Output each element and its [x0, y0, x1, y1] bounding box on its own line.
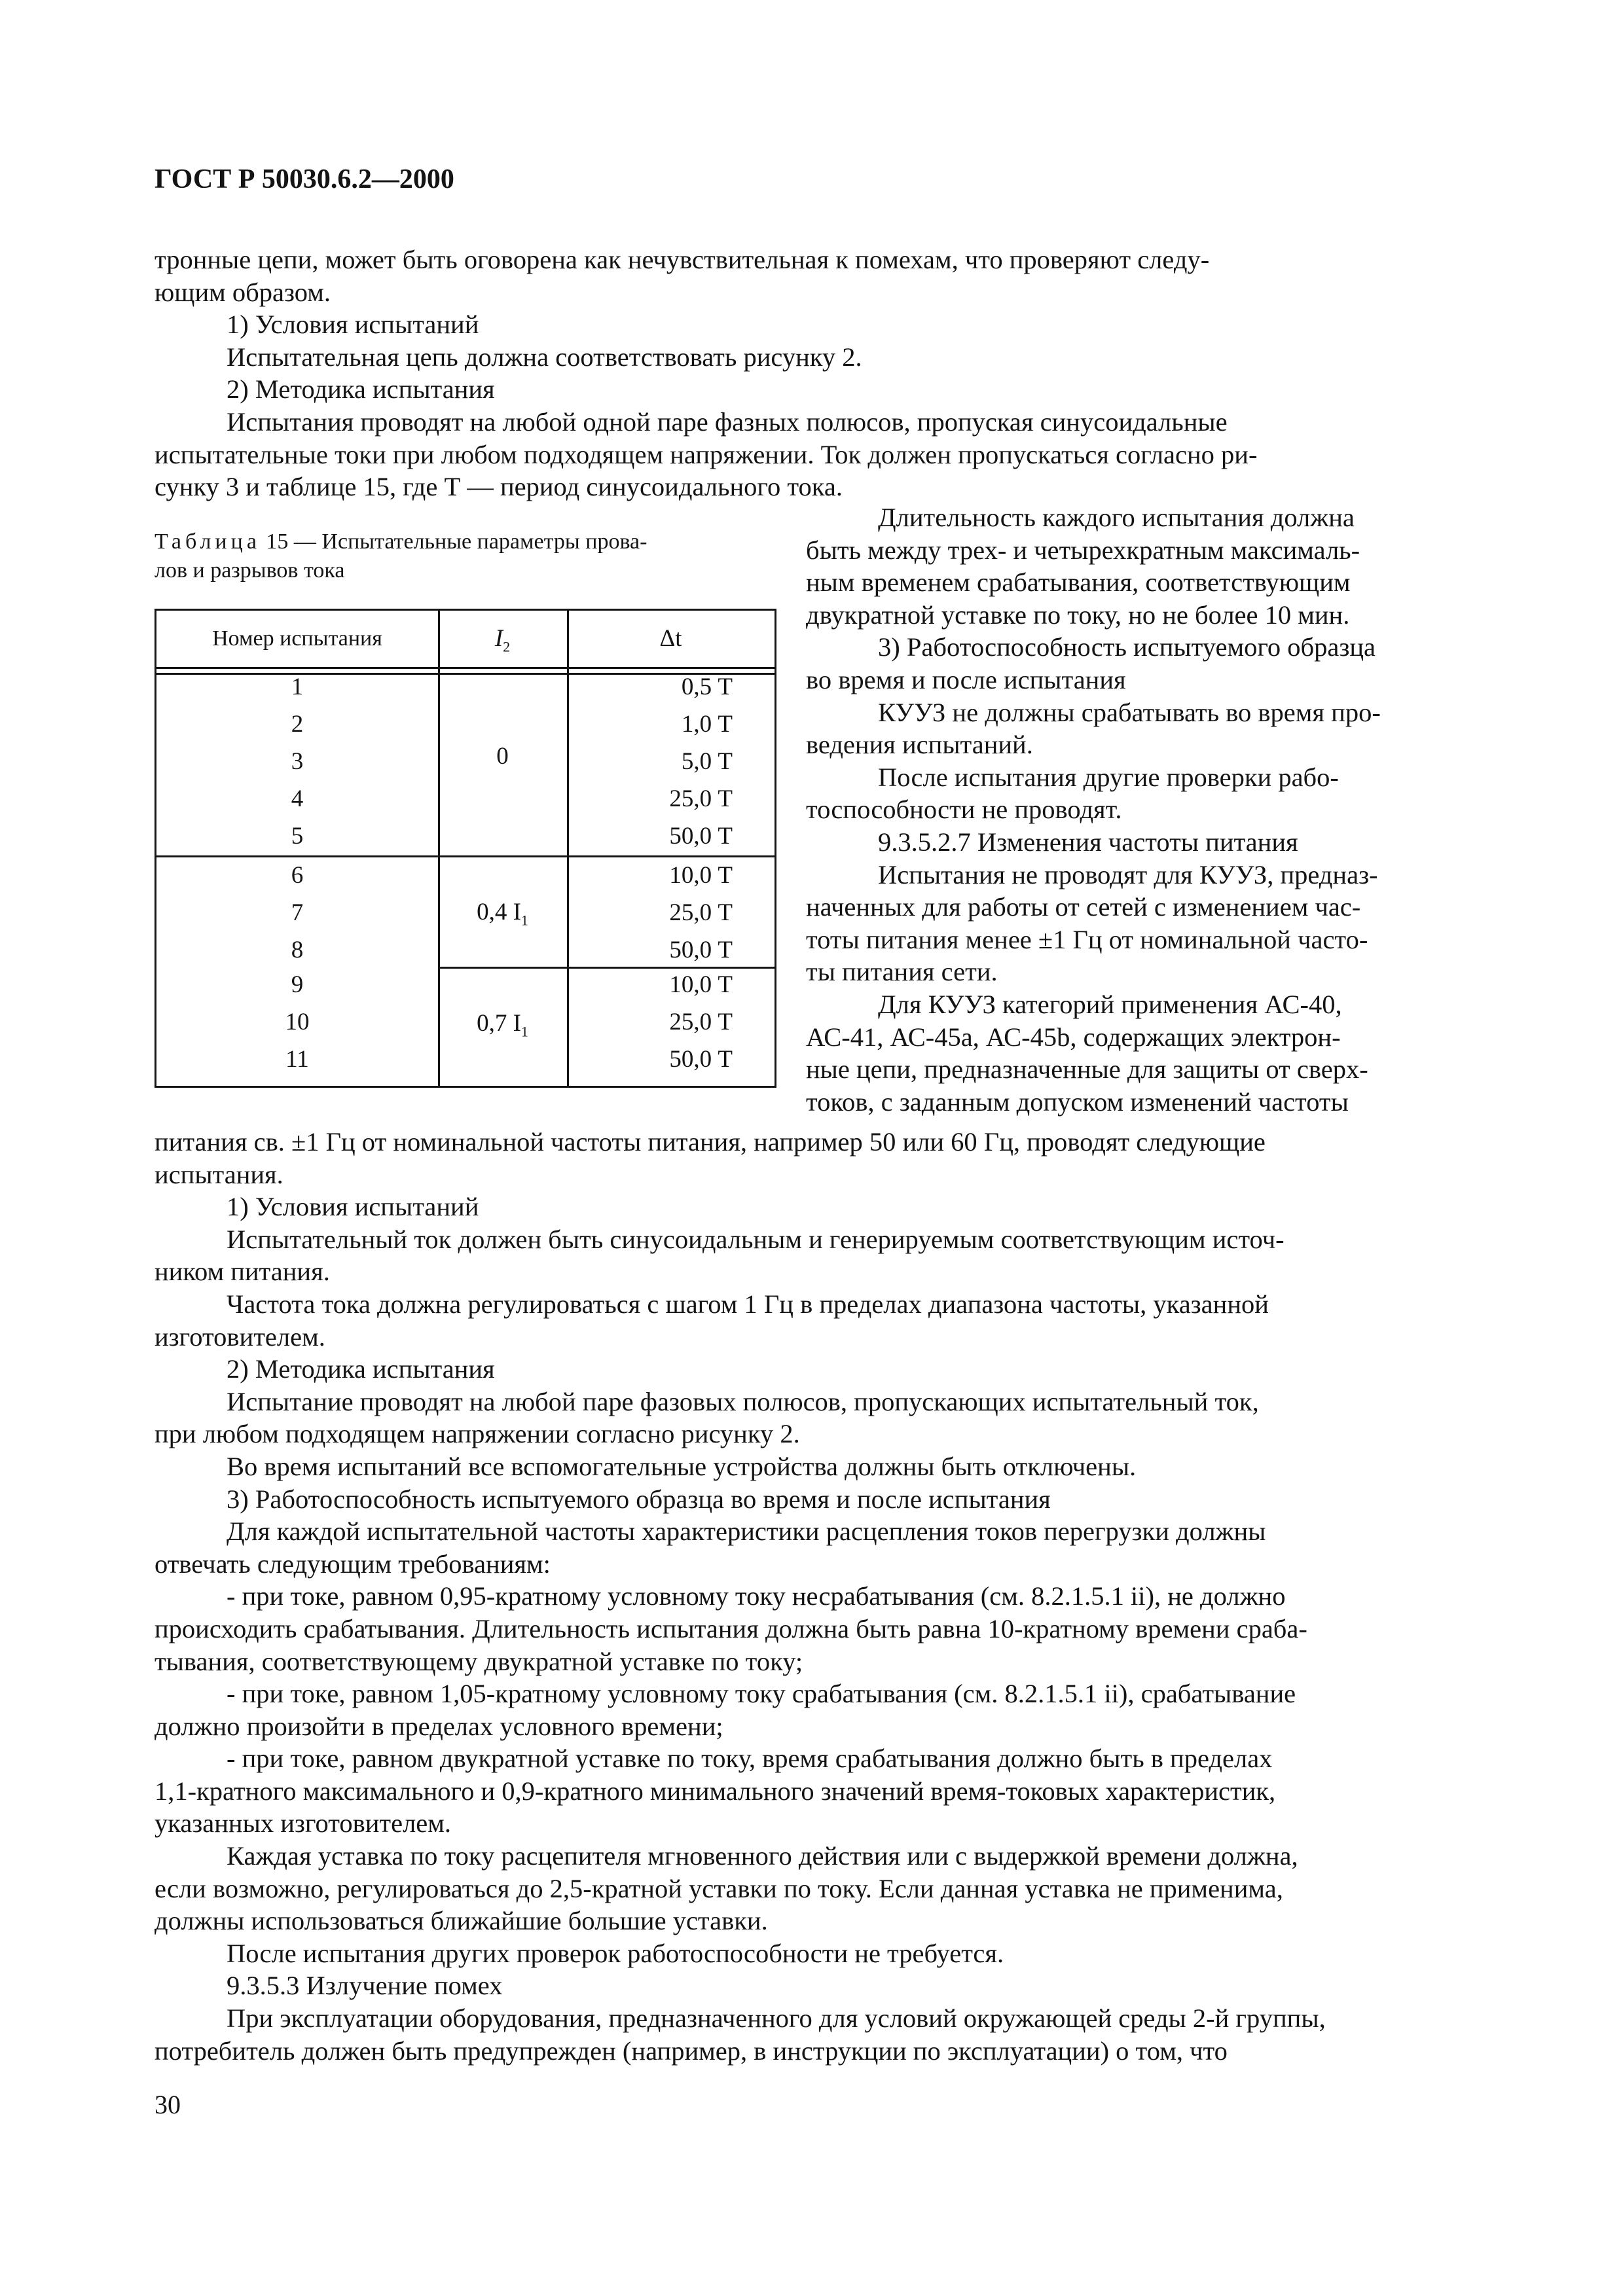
paragraph-line: токов, с заданным допуском изменений частоты [806, 1086, 1349, 1117]
paragraph-line: 9.3.5.3 Излучение помех [227, 1971, 503, 2001]
table-cell-number: 9 [291, 971, 304, 998]
table-cell-dt: 25,0 Т [669, 1009, 733, 1035]
table-cell-dt: 25,0 Т [669, 899, 733, 926]
table-group-i2: 0,4 $I_1$ [477, 899, 528, 929]
paragraph-line: Для КУУЗ категорий применения АС-40, [878, 989, 1342, 1019]
paragraph-line: Испытания не проводят для КУУЗ, предназ- [878, 859, 1378, 889]
table-cell-dt: 0,5 Т [681, 673, 733, 700]
paragraph-line: при любом подходящем напряжении согласно рисунку 2. [155, 1419, 800, 1449]
paragraph-line: тронные цепи, может быть оговорена как нечувствительная к помехам, что проверяют следу- [155, 245, 1210, 274]
table-cell-number: 2 [291, 711, 304, 738]
paragraph-line: 9.3.5.2.7 Изменения частоты питания [878, 827, 1298, 857]
table-caption-title: 15 — Испытательные параметры прова- [266, 529, 647, 554]
paragraph-line: во время и после испытания [806, 664, 1126, 694]
test-parameters-table [155, 609, 776, 1088]
paragraph-line: Испытания проводят на любой одной паре фазных полюсов, пропуская синусоидальные [227, 406, 1228, 437]
paragraph-line: Во время испытаний все вспомогательные устройства должны быть отключены. [227, 1451, 1137, 1481]
table-cell-number: 1 [291, 673, 304, 700]
table-cell-number: 11 [285, 1046, 309, 1073]
paragraph-line: тывания, соответствующему двукратной уставке по току; [155, 1646, 803, 1676]
table-cell-dt: 50,0 Т [669, 937, 733, 963]
paragraph-line: должны использоваться ближайшие большие уставки. [155, 1906, 768, 1936]
table-cell-dt: 1,0 Т [681, 711, 733, 738]
table-cell-dt: 50,0 Т [669, 1046, 733, 1073]
paragraph-line: 2) Методика испытания [227, 374, 495, 404]
paragraph-line: - при токе, равном 1,05-кратному условному току срабатывания (см. 8.2.1.5.1 ii), срабатывание [227, 1679, 1296, 1709]
paragraph-line: - при токе, равном 0,95-кратному условному току несрабатывания (см. 8.2.1.5.1 ii), не должно [227, 1581, 1286, 1611]
table-cell-number: 6 [291, 862, 304, 889]
table-cell-dt: 10,0 Т [669, 862, 733, 889]
paragraph-line: АС-41, АС-45а, АС-45b, содержащих электрон- [806, 1022, 1341, 1052]
paragraph-line: 3) Работоспособность испытуемого образца во время и после испытания [227, 1484, 1051, 1514]
paragraph-line: Испытательная цепь должна соответствовать рисунку 2. [227, 342, 862, 372]
paragraph-line: питания св. ±1 Гц от номинальной частоты питания, например 50 или 60 Гц, проводят следующие [155, 1127, 1266, 1157]
paragraph-line: ником питания. [155, 1257, 330, 1287]
table-group-i2: 0 [496, 743, 509, 770]
table-caption-label: Таблица [155, 529, 261, 554]
paragraph-line: должно произойти в пределах условного времени; [155, 1711, 723, 1741]
right-column-text [806, 501, 1468, 1118]
paragraph-line: происходить срабатывания. Длительность испытания должна быть равна 10-кратному времени сраба- [155, 1613, 1307, 1643]
paragraph-line: тоспособности не проводят. [806, 795, 1122, 825]
paragraph-line: - при токе, равном двукратной уставке по току, время срабатывания должно быть в пределах [227, 1744, 1273, 1774]
table-cell-dt: 50,0 Т [669, 823, 733, 850]
table-cell-dt: 5,0 Т [681, 748, 733, 775]
paragraph-line: Каждая уставка по току расцепителя мгновенного действия или с выдержкой времени должна, [227, 1841, 1298, 1871]
paragraph-line: быть между трех- и четырехкратным максималь- [806, 535, 1360, 565]
paragraph-line: Частота тока должна регулироваться с шагом 1 Гц в пределах диапазона частоты, указанной [227, 1289, 1269, 1319]
paragraph-line: потребитель должен быть предупрежден (например, в инструкции по эксплуатации) о том, что [155, 2036, 1228, 2066]
table-header-i2: $I_2$ [494, 625, 511, 655]
paragraph-line: испытательные токи при любом подходящем напряжении. Ток должен пропускаться согласно ри- [155, 439, 1258, 469]
paragraph-line: Длительность каждого испытания должна [878, 503, 1355, 532]
table-caption [155, 528, 776, 585]
bottom-text-block [155, 1126, 1468, 2067]
table-group-i2: 0,7 $I_1$ [477, 1010, 528, 1040]
top-text-block [155, 243, 1468, 503]
paragraph-line: Для каждой испытательной частоты характеристики расцепления токов перегрузки должны [227, 1516, 1266, 1547]
paragraph-line: изготовителем. [155, 1321, 325, 1352]
paragraph-line: Испытательный ток должен быть синусоидальным и генерируемым соответствующим источ- [227, 1224, 1285, 1254]
table-cell-number: 4 [291, 785, 304, 812]
paragraph-line: 2) Методика испытания [227, 1354, 495, 1384]
paragraph-line: 1,1-кратного максимального и 0,9-кратного минимального значений время-токовых характеристик, [155, 1776, 1276, 1806]
page-header: ГОСТ Р 50030.6.2—2000 [155, 164, 454, 194]
paragraph-line: КУУЗ не должны срабатывать во время про- [878, 697, 1381, 727]
paragraph-line: Испытание проводят на любой паре фазовых полюсов, пропускающих испытательный ток, [227, 1386, 1259, 1416]
paragraph-line: испытания. [155, 1159, 283, 1189]
paragraph-line: отвечать следующим требованиям: [155, 1549, 551, 1579]
table-cell-number: 5 [291, 823, 304, 850]
paragraph-line: При эксплуатации оборудования, предназначенного для условий окружающей среды 2-й группы, [227, 2003, 1326, 2034]
paragraph-line: если возможно, регулироваться до 2,5-кратной уставки по току. Если данная уставка не применима, [155, 1873, 1283, 1903]
paragraph-line: ведения испытаний. [806, 730, 1033, 760]
paragraph-line: наченных для работы от сетей с изменением час- [806, 892, 1361, 922]
paragraph-line: После испытания другие проверки рабо- [878, 762, 1339, 792]
table-cell-dt: 10,0 Т [669, 971, 733, 998]
table-cell-dt: 25,0 Т [669, 785, 733, 812]
paragraph-line: 1) Условия испытаний [227, 310, 479, 340]
paragraph-line: указанных изготовителем. [155, 1808, 452, 1839]
table-cell-number: 10 [285, 1009, 310, 1035]
table-cell-number: 8 [291, 937, 304, 963]
table-cell-number: 3 [291, 748, 304, 775]
table-caption-line2: лов и разрывов тока [155, 558, 345, 583]
table-cell-number: 7 [291, 899, 304, 926]
paragraph-line: двукратной уставке по току, но не более 10 мин. [806, 600, 1350, 630]
paragraph-line: 3) Работоспособность испытуемого образца [878, 632, 1376, 662]
paragraph-line: тоты питания менее ±1 Гц от номинальной часто- [806, 924, 1368, 954]
paragraph-line: ющим образом. [155, 277, 331, 307]
paragraph-line: После испытания других проверок работоспособности не требуется. [227, 1938, 1004, 1968]
paragraph-line: сунку 3 и таблице 15, где Т — период синусоидального тока. [155, 472, 843, 502]
paragraph-line: ты питания сети. [806, 957, 998, 987]
paragraph-line: ным временем срабатывания, соответствующим [806, 567, 1351, 598]
paragraph-line: 1) Условия испытаний [227, 1192, 479, 1222]
page-number: 30 [155, 2090, 181, 2119]
table-header-dt: Δt [659, 625, 682, 652]
paragraph-line: ные цепи, предназначенные для защиты от сверх- [806, 1054, 1368, 1085]
table-header-number: Номер испытания [212, 626, 382, 651]
